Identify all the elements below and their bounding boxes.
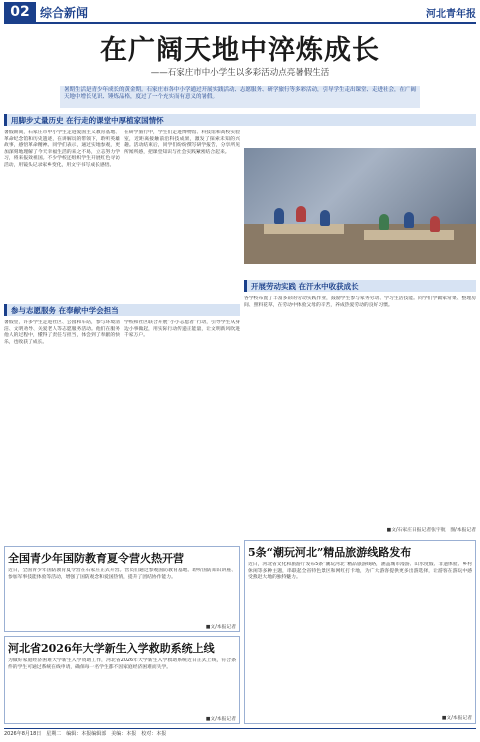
section-1-column-2: 在研学旅行中，学生们走进博物馆、科技馆和高校实验室，近距离接触前沿科技成果，激发了探索未知的兴趣。活动结束后，同学们纷纷撰写研学报告，分享所见所闻所感，把课堂知识与社会实践紧密结合起来。 xyxy=(124,130,240,155)
photo-caption xyxy=(244,268,476,275)
section-4-credit: ■文/本报记者 xyxy=(205,625,236,630)
section-2-column-1: 暑假里，许多学生走进社区、公园和车站，参与环境清洁、文明劝导、关爱老人等志愿服务活动。他们在服务他人的过程中，懂得了责任与担当，体会到了奉献的快乐，也收获了成长。 xyxy=(4,320,120,345)
section-2-column-2: 学校和社区联合开展“小小志愿者”行动，引导学生从身边小事做起，用实际行动传递正能量，让文明新风吹进千家万户。 xyxy=(124,320,240,339)
photo-student xyxy=(296,206,306,222)
section-4-title: 全国青少年国防教育夏令营火热开营 xyxy=(8,552,184,564)
section-3-credit: ■文/石家庄日报记者张宇航 图/本报记者 xyxy=(386,528,476,533)
photo-student xyxy=(274,208,284,224)
section-2-title: 参与志愿服务 在奉献中学会担当 xyxy=(4,304,240,316)
section-5-body: 为做好家庭经济困难大学新生入学资助工作，河北省2026年大学新生入学救助系统近日正式上线，符合条件的学生可通过系统在线申请，确保每一名学生都不因家庭经济困难而失学。 xyxy=(8,658,236,670)
section-3-body: 各学校布置了丰富多彩的劳动实践作业，鼓励学生参与家务劳动、学习生活技能。同学们学做家常菜、整理房间、照料花草，在劳动中体验父母的辛苦，养成热爱劳动的良好习惯。 xyxy=(244,296,476,308)
paper-name: 河北青年报 xyxy=(426,9,476,20)
photo-desk xyxy=(364,230,454,240)
photo-student xyxy=(379,214,389,230)
lead-paragraph: 暑期生活是青少年成长的黄金期。石家庄市各中小学通过开展实践活动、志愿服务、研学旅行等多彩活动，引导学生走出课堂、走进社会，在广阔天地中增长见识、锤炼品格，度过了一个充实而有意义的暑假。 xyxy=(60,86,420,108)
headline: 在广阔天地中淬炼成长 xyxy=(100,35,380,66)
section-3-title: 开展劳动实践 在汗水中收获成长 xyxy=(244,280,476,292)
section-4-body: 近日，全国青少年国防教育夏令营在石家庄正式开营。营员们通过参观国防教育基地、聆听国防知识讲座、参加军事技能体验等活动，增强了国防观念和爱国热情，提升了团结协作能力。 xyxy=(8,568,236,580)
section-5-title: 河北省2026年大学新生入学救助系统上线 xyxy=(8,642,215,654)
section-6-title: 5条“潮玩河北”精品旅游线路发布 xyxy=(248,546,412,558)
page-footer: 2026年8月18日 星期二 编辑：本报编辑部 美编：本报 校对：本报 xyxy=(4,728,476,740)
section-6-body: 近日，河北省文化和旅游厅发布5条“潮玩河北”精品旅游线路，涵盖城市漫游、山水度假、非遗体验、乡村休闲等多种主题，串联起全省特色景区和网红打卡地，为广大游客提供更多出游选择，让游客在游玩中感受燕赵大地的独特魅力。 xyxy=(248,562,472,581)
photo-student xyxy=(320,210,330,226)
page-number: 02 xyxy=(4,2,36,22)
event-photo xyxy=(244,148,476,264)
masthead xyxy=(4,2,476,24)
photo-desk xyxy=(264,224,344,234)
photo-student xyxy=(404,212,414,228)
section-6-credit: ■文/本报记者 xyxy=(441,716,472,721)
section-label: 综合新闻 xyxy=(40,6,89,20)
section-1-column-1: 暑假期间，石家庄市中小学生走进爱国主义教育基地、革命纪念馆和历史遗迹，在讲解员的带领下，聆听英雄故事，感悟革命精神。同学们表示，通过实地参观，更加深刻地理解了今天幸福生活的来之不易，立志努力学习，将来报效祖国。不少学校还组织学生开展红色寻访活动，用镜头记录家乡变化，用文字书写成长感悟。 xyxy=(4,130,120,168)
section-1-title: 用脚步丈量历史 在行走的课堂中厚植家国情怀 xyxy=(4,114,476,126)
photo-student xyxy=(430,216,440,232)
section-5-credit: ■文/本报记者 xyxy=(205,717,236,722)
subheadline: ——石家庄市中小学生以多彩活动点亮暑假生活 xyxy=(150,68,330,78)
